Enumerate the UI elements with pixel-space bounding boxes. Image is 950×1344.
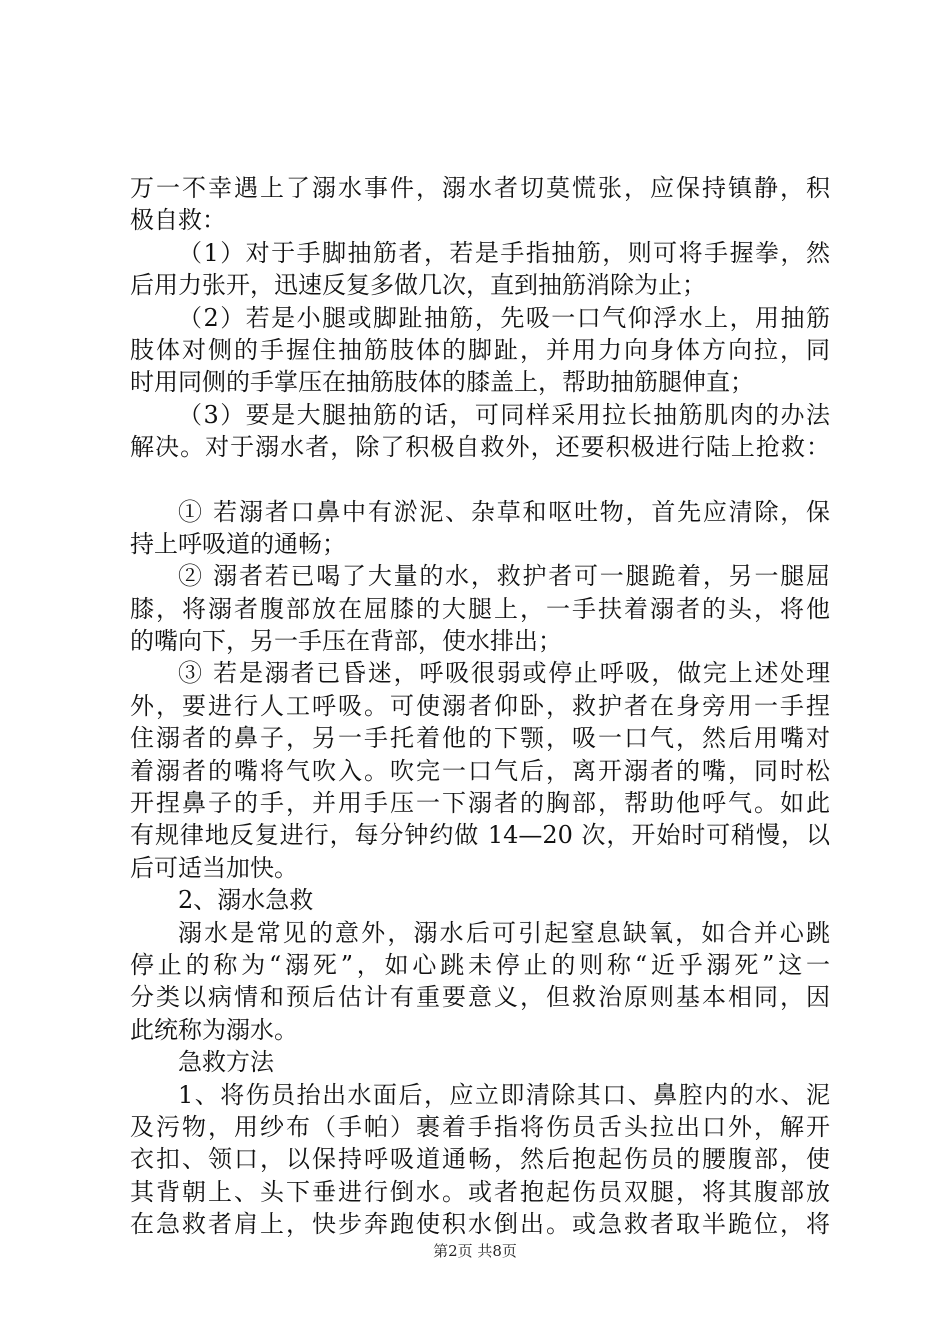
text-line: 后可适当加快。 — [130, 853, 298, 882]
text-line: ① 若溺者口鼻中有淤泥、杂草和呕吐物，首先应清除，保 — [178, 497, 830, 526]
page-number-footer: 第2页 共8页 — [433, 1242, 517, 1260]
text-line: 衣扣、领口，以保持呼吸道通畅，然后抱起伤员的腰腹部，使 — [130, 1145, 830, 1174]
text-line: 着溺者的嘴将气吹入。吹完一口气后，离开溺者的嘴，同时松 — [130, 756, 830, 785]
text-line: 有规律地反复进行，每分钟约做 14—20 次，开始时可稍慢，以 — [130, 821, 830, 850]
text-line: 外，要进行人工呼吸。可使溺者仰卧，救护者在身旁用一手捏 — [130, 691, 830, 720]
text-line: 万一不幸遇上了溺水事件，溺水者切莫慌张，应保持镇静，积 — [130, 174, 830, 202]
text-line: 此统称为溺水。 — [130, 1015, 298, 1044]
text-line: 膝，将溺者腹部放在屈膝的大腿上，一手扶着溺者的头，将他 — [130, 594, 830, 623]
text-line: 溺水是常见的意外，溺水后可引起窒息缺氧，如合并心跳 — [178, 918, 830, 947]
text-line: 解决。对于溺水者，除了积极自救外，还要积极进行陆上抢救： — [130, 433, 830, 462]
text-line: 的嘴向下，另一手压在背部，使水排出； — [130, 627, 562, 656]
text-line: 持上呼吸道的通畅； — [130, 529, 346, 558]
text-line: （3）要是大腿抽筋的话，可同样采用拉长抽筋肌肉的办法 — [178, 400, 830, 429]
text-line: 在急救者肩上，快步奔跑使积水倒出。或急救者取半跪位，将 — [130, 1210, 830, 1239]
text-line: ② 溺者若已喝了大量的水，救护者可一腿跪着，另一腿屈 — [178, 562, 830, 591]
text-line: 及污物，用纱布（手帕）裹着手指将伤员舌头拉出口外，解开 — [130, 1112, 830, 1141]
text-line: 极自救： — [130, 206, 226, 235]
text-line: 肢体对侧的手握住抽筋肢体的脚趾，并用力向身体方向拉，同 — [130, 335, 830, 364]
document-body — [130, 172, 830, 1241]
text-line: ③ 若是溺者已昏迷，呼吸很弱或停止呼吸，做完上述处理 — [178, 659, 830, 688]
text-line: （2）若是小腿或脚趾抽筋，先吸一口气仰浮水上，用抽筋 — [178, 303, 830, 332]
paragraph-gap — [130, 464, 830, 496]
section-heading: 急救方法 — [178, 1048, 274, 1077]
text-line: 时用同侧的手掌压在抽筋肢体的膝盖上，帮助抽筋腿伸直； — [130, 368, 754, 397]
text-line: 后用力张开，迅速反复多做几次，直到抽筋消除为止； — [130, 271, 706, 300]
text-line: 分类以病情和预后估计有重要意义，但救治原则基本相同，因 — [130, 983, 830, 1012]
text-line: 其背朝上、头下垂进行倒水。或者抱起伤员双腿，将其腹部放 — [130, 1177, 830, 1206]
section-heading: 2、溺水急救 — [178, 886, 314, 915]
text-line: 住溺者的鼻子，另一手托着他的下颚，吸一口气，然后用嘴对 — [130, 724, 830, 753]
text-line: 1、将伤员抬出水面后，应立即清除其口、鼻腔内的水、泥 — [178, 1080, 830, 1109]
text-line: 开捏鼻子的手，并用手压一下溺者的胸部，帮助他呼气。如此 — [130, 789, 830, 818]
text-line: 停止的称为“溺死”，如心跳未停止的则称“近乎溺死”这一 — [130, 950, 830, 979]
text-line: （1）对于手脚抽筋者，若是手指抽筋，则可将手握拳，然 — [178, 238, 830, 267]
